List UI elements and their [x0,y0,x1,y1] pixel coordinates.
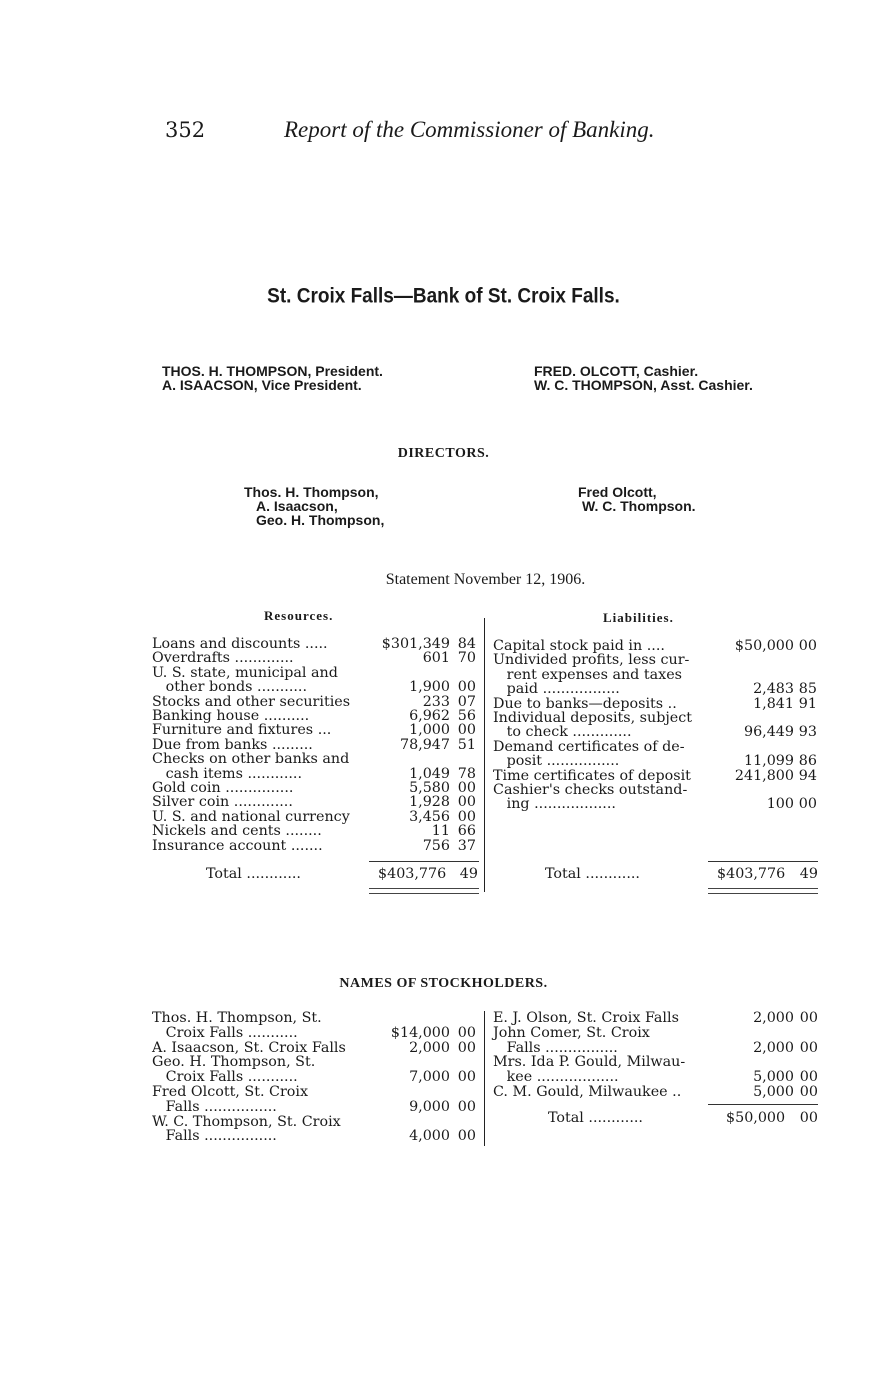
table-row [493,697,817,711]
row-label: Capital stock paid in .... [493,638,665,654]
row-cents: 00 [799,1069,818,1086]
row-dollars: 9,000 [409,1098,450,1115]
row-dollars: $50,000 [734,638,794,654]
row-label: John Comer, St. Croix [493,1024,650,1041]
row-cents: 00 [799,1039,818,1056]
row-dollars: 100 [766,796,794,813]
row-cents: 00 [799,1084,818,1100]
row-label: Falls ................ [493,1039,618,1056]
directors-heading: DIRECTORS. [397,446,490,461]
row-label: Thos. H. Thompson, St. [152,1010,322,1026]
row-label: Mrs. Ida P. Gould, Milwau- [493,1054,686,1071]
table-row [152,1041,476,1055]
table-row [152,680,476,694]
row-cents: 00 [799,1010,818,1026]
row-cents: 56 [457,708,476,724]
table-row [152,738,476,752]
row-dollars: 7,000 [409,1069,450,1086]
bank-title: St. Croix Falls—Bank of St. Croix Falls. [267,284,620,308]
row-cents: 00 [457,679,476,696]
officer-vice-president: A. ISAACSON, Vice President. [162,377,362,393]
row-label: Cashier's checks outstand- [493,782,688,798]
row-dollars: 3,456 [409,808,450,825]
running-title: Report of the Commissioner of Banking. [284,117,655,142]
table-row [152,1085,476,1099]
row-cents: 07 [457,693,476,710]
total-label: Total ............ [548,1110,643,1126]
row-cents: 00 [457,1128,476,1145]
row-cents: 00 [457,1098,476,1115]
total-dollars: $403,776 [717,866,786,882]
row-dollars: 601 [422,650,450,667]
row-label: Banking house .......... [152,708,310,724]
row-label: other bonds ........... [152,679,308,696]
table-row [493,682,817,696]
table-row [152,752,476,766]
row-cents: 84 [457,636,476,652]
table-row [152,666,476,680]
row-label: U. S. state, municipal and [152,664,338,681]
table-row [493,711,817,725]
row-label: Undivided profits, less cur- [493,652,690,669]
row-cents: 86 [798,753,817,770]
row-dollars: 6,962 [409,708,450,724]
row-label: Insurance account ....... [152,837,323,854]
table-row [493,1070,818,1084]
row-label: rent expenses and taxes [493,666,683,683]
row-dollars: 756 [422,837,450,854]
table-row [152,651,476,665]
total-label: Total ............ [206,866,301,882]
resources-total-row [206,867,476,881]
table-row [493,725,817,739]
row-dollars: 1,000 [409,722,450,739]
row-label: Furniture and fixtures ... [152,722,332,739]
row-dollars: 11,099 [743,753,794,770]
row-cents: 37 [457,837,476,854]
table-row [152,709,476,723]
row-label: Demand certificates of de- [493,738,685,755]
row-dollars: 5,000 [753,1069,794,1086]
column-divider [484,618,485,892]
table-row [152,1115,476,1129]
table-row [493,754,817,768]
row-label: Fred Olcott, St. Croix [152,1084,309,1100]
director-name: W. C. Thompson. [582,498,696,514]
row-cents: 00 [457,722,476,739]
row-cents: 78 [457,765,476,782]
row-cents: 00 [457,808,476,825]
row-label: Overdrafts ............. [152,650,294,667]
row-cents: 00 [798,796,817,813]
row-dollars: 78,947 [399,736,450,753]
table-row [152,824,476,838]
statement-heading: Statement November 12, 1906. [385,571,586,588]
row-label: W. C. Thompson, St. Croix [152,1113,341,1130]
row-dollars: $301,349 [381,636,450,652]
table-row [493,797,817,811]
row-dollars: 233 [422,693,450,710]
table-row [152,839,476,853]
row-dollars: 5,580 [409,780,450,796]
officer-president: THOS. H. THOMPSON, President. [162,363,383,379]
row-label: posit ................ [493,753,620,770]
row-label: Loans and discounts ..... [152,636,328,652]
table-row [152,767,476,781]
row-cents: 70 [457,650,476,667]
table-row [152,1070,476,1084]
total-cents: 00 [799,1110,818,1126]
row-label: Croix Falls ........... [152,1024,298,1041]
row-dollars: 2,000 [753,1039,794,1056]
row-label: cash items ............ [152,765,303,782]
row-dollars: 2,000 [409,1039,450,1056]
row-label: Individual deposits, subject [493,710,693,726]
officer-cashier: FRED. OLCOTT, Cashier. [534,363,699,379]
total-rule [708,861,818,862]
column-divider [484,1011,485,1146]
row-label: paid ................. [493,681,620,698]
row-cents: 93 [798,724,817,741]
director-name: Geo. H. Thompson, [256,512,385,528]
row-label: Silver coin ............. [152,794,293,811]
row-label: Gold coin ............... [152,780,294,796]
stockholders-heading: NAMES OF STOCKHOLDERS. [339,976,548,991]
table-row [152,695,476,709]
row-label: kee .................. [493,1069,619,1086]
table-row [152,1129,476,1143]
row-cents: 00 [457,1024,476,1041]
row-cents: 51 [457,736,476,753]
liabilities-total-row [545,867,820,881]
row-cents: 91 [798,695,817,712]
total-dollars: $403,776 [378,866,447,882]
resources-heading: Resources. [264,608,334,623]
row-label: Falls ................ [152,1098,277,1115]
row-dollars: 241,800 [734,767,794,784]
row-label: Stocks and other securities [152,693,351,710]
row-label: to check ............. [493,724,632,741]
table-row [152,723,476,737]
row-label: Nickels and cents ........ [152,823,322,840]
table-row [493,653,817,667]
row-label: Due to banks—deposits .. [493,695,677,712]
officer-asst-cashier: W. C. THOMPSON, Asst. Cashier. [534,377,753,393]
total-rule [708,1104,818,1105]
double-rule [708,888,818,894]
row-dollars: 5,000 [753,1084,794,1100]
row-label: Falls ................ [152,1128,277,1145]
table-row [493,1011,818,1025]
row-label: Due from banks ......... [152,736,313,753]
total-cents: 49 [799,866,818,882]
total-cents: 49 [459,866,478,882]
row-dollars: 2,000 [753,1010,794,1026]
row-label: Geo. H. Thompson, St. [152,1054,316,1071]
double-rule [369,888,479,894]
table-row [152,795,476,809]
table-row [152,1011,476,1025]
table-row [493,1041,818,1055]
row-dollars: 4,000 [409,1128,450,1145]
page-number: 352 [165,118,206,142]
row-label: A. Isaacson, St. Croix Falls [152,1039,346,1056]
row-dollars: 11 [431,823,450,840]
director-name: A. Isaacson, [256,498,338,514]
director-name: Thos. H. Thompson, [244,484,379,500]
table-row [493,740,817,754]
row-cents: 85 [798,681,817,698]
row-dollars: 1,049 [409,765,450,782]
row-label: ing .................. [493,796,616,813]
table-row [493,668,817,682]
table-row [152,637,476,651]
stockholders-total-row [548,1111,820,1125]
row-cents: 00 [457,1039,476,1056]
table-row [152,810,476,824]
total-rule [369,861,479,862]
total-dollars: $50,000 [726,1110,786,1126]
director-name: Fred Olcott, [578,484,657,500]
total-label: Total ............ [545,866,640,882]
row-dollars: 2,483 [753,681,794,698]
row-dollars: 1,900 [409,679,450,696]
row-cents: 66 [457,823,476,840]
row-label: E. J. Olson, St. Croix Falls [493,1010,679,1026]
row-dollars: 96,449 [743,724,794,741]
row-label: Time certificates of deposit [493,767,691,784]
row-label: Checks on other banks and [152,751,350,768]
table-row [493,1026,818,1040]
row-dollars: $14,000 [390,1024,450,1041]
table-row [152,781,476,795]
row-label: C. M. Gould, Milwaukee .. [493,1084,682,1100]
table-row [493,1055,818,1069]
row-cents: 94 [798,767,817,784]
table-row [152,1055,476,1069]
table-row [493,639,817,653]
row-dollars: 1,928 [409,794,450,811]
row-cents: 00 [798,638,817,654]
row-cents: 00 [457,780,476,796]
table-row [152,1100,476,1114]
row-label: Croix Falls ........... [152,1069,298,1086]
row-dollars: 1,841 [753,695,794,712]
table-row [493,769,817,783]
table-row [152,1026,476,1040]
row-cents: 00 [457,1069,476,1086]
row-cents: 00 [457,794,476,811]
table-row [493,1085,818,1099]
row-label: U. S. and national currency [152,808,350,825]
liabilities-heading: Liabilities. [603,610,674,625]
table-row [493,783,817,797]
